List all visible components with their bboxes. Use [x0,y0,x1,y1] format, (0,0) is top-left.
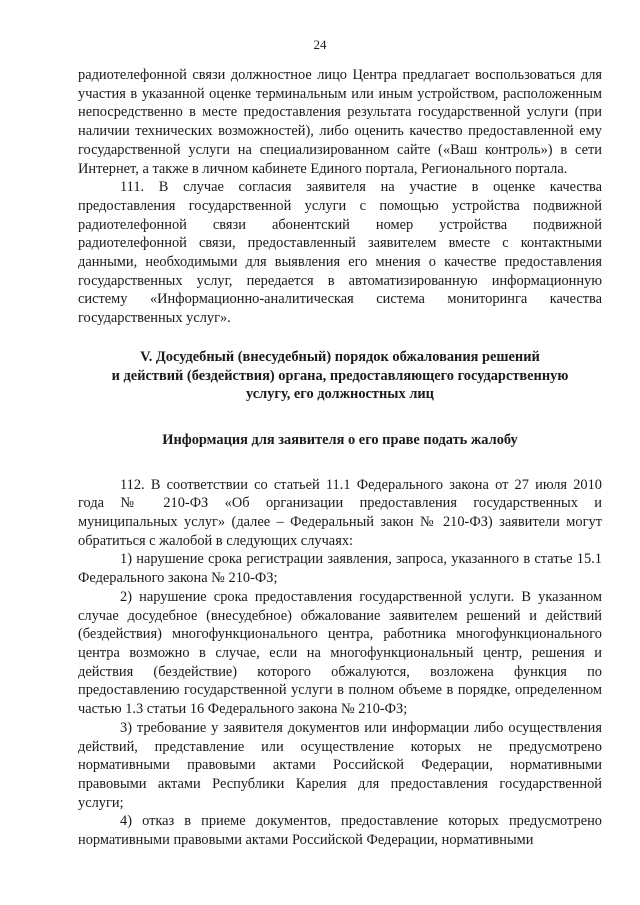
paragraph-112: 112. В соответствии со статьей 11.1 Федерального закона от 27 июля 2010 года № 210-ФЗ «Об организации предоставления государственных и муниципальных услуг» (далее – Федеральный закон № 210-ФЗ) заявители могут обратиться с жалобой в следующих случаях: [78,476,602,549]
list-item-2: 2) нарушение срока предоставления государственной услуги. В указанном случае досудебное (внесудебное) обжалование заявителем решений и действий (бездействия) многофункционального центра, работника многофункционального центра возможно в случае, если на многофункциональный центр, решения и действия (бездействие) которого обжалуются, возложена функция по предоставлению государственной услуги в полном объеме в порядке, определенном частью 1.3 статьи 16 Федерального закона № 210-ФЗ; [78,588,602,718]
list-item-3: 3) требование у заявителя документов или информации либо осуществления действий, представление или осуществление которых не предусмотрено нормативными правовыми актами Российской Федерации, нормативными правовыми актами Республики Карелия для предоставления государственной услуги; [78,719,602,811]
section-title-line: и действий (бездействия) органа, предоставляющего государственную [111,367,569,384]
page-number: 24 [313,37,327,52]
section-title-line: услугу, его должностных лиц [246,386,434,403]
subsection-title: Информация для заявителя о его праве подать жалобу [162,431,518,448]
paragraph-111: 111. В случае согласия заявителя на участие в оценке качества предоставления государственной услуги с помощью устройства подвижной радиотелефонной связи абонентский номер устройства подвижной радиотелефонной связи, предоставленный заявителем вместе с контактными данными, необходимыми для выявления его мнения о качестве предоставления государственных услуг, передается в автоматизированную информационную систему «Информационно-аналитическая система мониторинга качества государственных услуг». [78,179,602,327]
section-title [78,348,602,404]
document-body [78,66,602,850]
paragraph-continuation: радиотелефонной связи должностное лицо Центра предлагает воспользоваться для участия в указанной оценке терминальным или иным устройством, расположенным непосредственно в месте предоставления результата государственной услуги (при наличии технических возможностей), либо оценить качество предоставленной ему государственной услуги на специализированном сайте («Ваш контроль») в сети Интернет, а также в личном кабинете Единого портала, Регионального портала. [78,67,602,177]
list-item-1: 1) нарушение срока регистрации заявления, запроса, указанного в статье 15.1 Федерального закона № 210-ФЗ; [78,551,602,587]
section-title-line: V. Досудебный (внесудебный) порядок обжалования решений [140,348,540,365]
list-item-4: 4) отказ в приеме документов, предоставление которых предусмотрено нормативными правовыми актами Российской Федерации, нормативными [78,813,602,849]
